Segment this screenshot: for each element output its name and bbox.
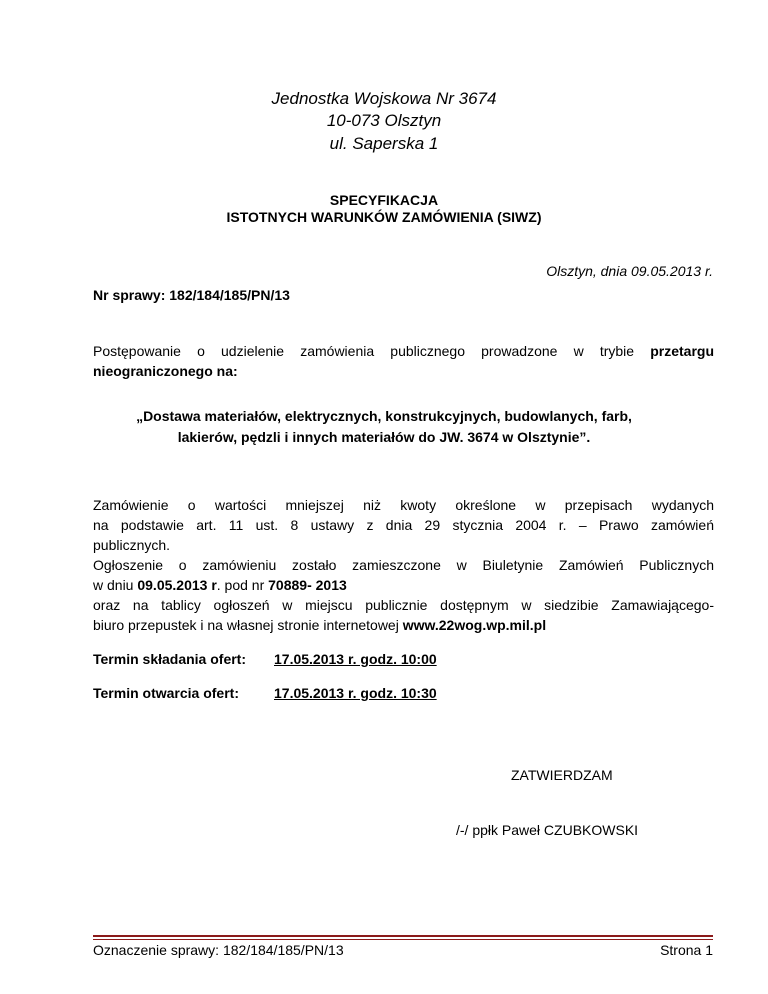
- subject-line2: lakierów, pędzli i innych materiałów do JW. 3674 w Olsztynie”.: [177, 429, 591, 445]
- body-line2: na podstawie art. 11 ust. 8 ustawy z dnia 29 stycznia 2004 r. – Prawo zamówień: [93, 517, 714, 533]
- body-line5-text: w dniu: [93, 577, 134, 593]
- unit-name: Jednostka Wojskowa Nr 3674: [271, 89, 497, 108]
- footer-case: Oznaczenie sprawy: 182/184/185/PN/13: [93, 942, 344, 958]
- procedure-mode: przetargu: [650, 343, 715, 359]
- body-line3: publicznych.: [93, 537, 171, 553]
- unit-postal-city: 10-073 Olsztyn: [326, 111, 442, 130]
- approval-label: ZATWIERDZAM: [511, 767, 613, 783]
- signatory: /-/ ppłk Paweł CZUBKOWSKI: [456, 822, 639, 838]
- doc-title-line2: ISTOTNYCH WARUNKÓW ZAMÓWIENIA (SIWZ): [226, 209, 542, 225]
- body-line6: oraz na tablicy ogłoszeń w miejscu publicznie dostępnym w siedzibie Zamawiającego-: [93, 597, 714, 613]
- body-line7: [93, 615, 714, 635]
- body-line5-text2: . pod nr: [216, 577, 265, 593]
- opening-value: 17.05.2013 r. godz. 10:30: [274, 685, 437, 701]
- body-line7-text: biuro przepustek i na własnej stronie internetowej: [93, 617, 399, 633]
- body-line1: Zamówienie o wartości mniejszej niż kwoty określone w przepisach wydanych: [93, 497, 714, 513]
- footer-rule-thin: [93, 939, 713, 940]
- website-link[interactable]: www.22wog.wp.mil.pl: [402, 617, 547, 633]
- doc-title-line1: SPECYFIKACJA: [329, 192, 439, 208]
- footer-rule: [93, 935, 713, 937]
- submission-label: Termin składania ofert:: [93, 651, 247, 667]
- date-line: Olsztyn, dnia 09.05.2013 r.: [546, 263, 713, 279]
- procedure-text: Postępowanie o udzielenie zamówienia publicznego prowadzone w trybie: [93, 343, 635, 359]
- footer-page: Strona 1: [660, 942, 713, 958]
- case-number: Nr sprawy: 182/184/185/PN/13: [93, 287, 290, 303]
- procedure-line2: nieograniczonego na:: [93, 363, 238, 379]
- body-line5: [93, 575, 714, 595]
- procedure-line1: [93, 341, 714, 361]
- body-line4: Ogłoszenie o zamówieniu zostało zamieszczone w Biuletynie Zamówień Publicznych: [93, 557, 714, 573]
- subject-line1: „Dostawa materiałów, elektrycznych, konstrukcyjnych, budowlanych, farb,: [136, 408, 632, 424]
- submission-value: 17.05.2013 r. godz. 10:00: [274, 651, 437, 667]
- unit-street: ul. Saperska 1: [329, 134, 439, 153]
- opening-label: Termin otwarcia ofert:: [93, 685, 239, 701]
- announcement-number: 70889- 2013: [268, 577, 347, 593]
- announcement-date: 09.05.2013 r: [137, 577, 217, 593]
